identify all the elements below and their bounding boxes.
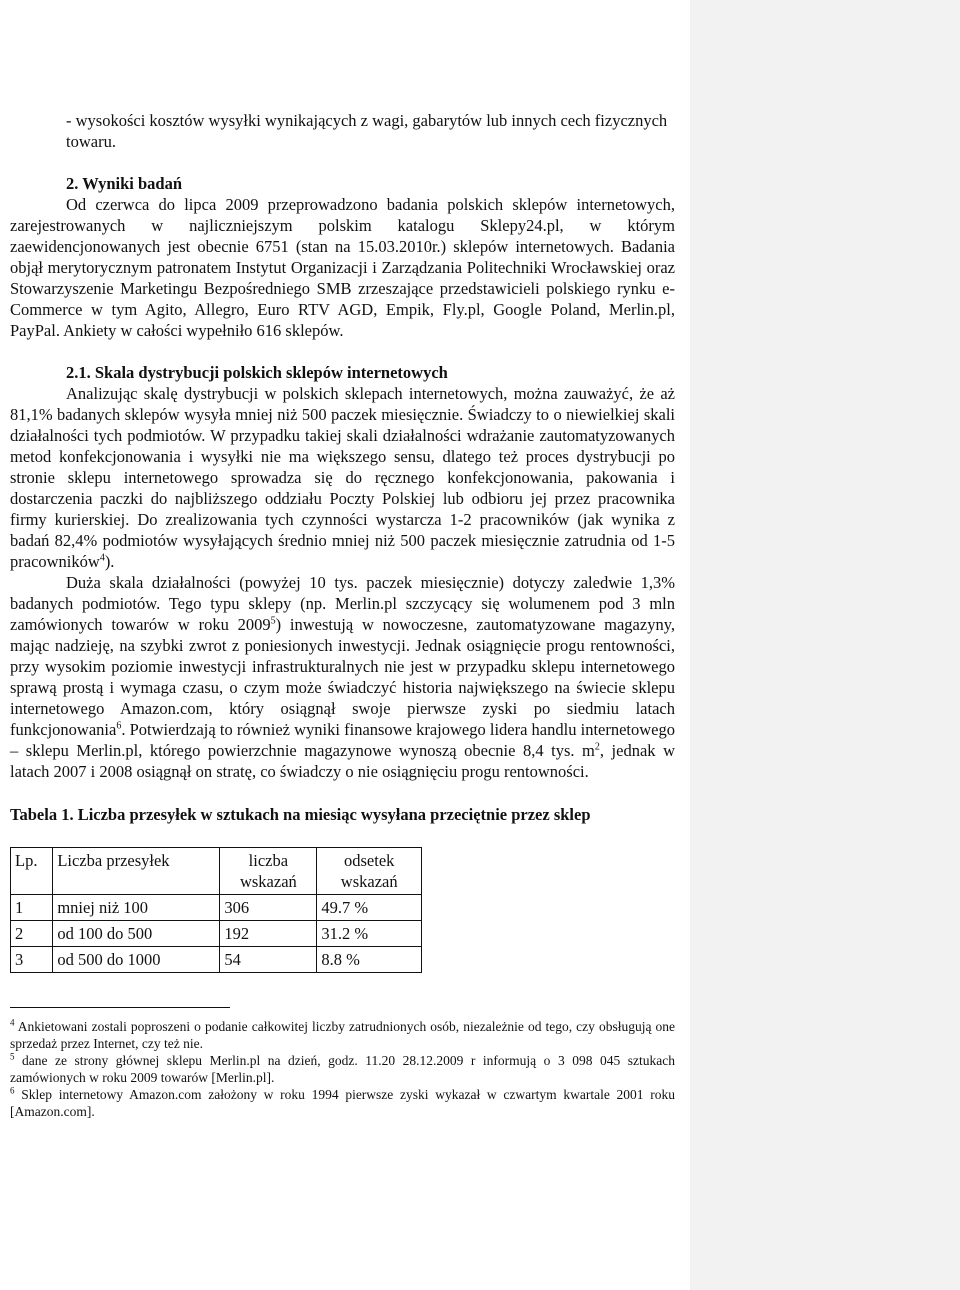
cell-count: 306 (220, 895, 317, 921)
cell-label: mniej niż 100 (53, 895, 220, 921)
cell-percent: 49.7 % (317, 895, 422, 921)
para-2-text-d: , jednak w latach 2007 i 2008 osiągnął on stratę, co świadczy o nie osiągnięciu progu rentowności. (10, 741, 675, 781)
cell-label: od 100 do 500 (53, 921, 220, 947)
table-row (11, 895, 422, 921)
cell-lp: 1 (11, 895, 53, 921)
cell-lp: 2 (11, 921, 53, 947)
cell-percent: 31.2 % (317, 921, 422, 947)
cell-label: od 500 do 1000 (53, 947, 220, 973)
footnote-6 (10, 1086, 675, 1120)
intro-bullet: - wysokości kosztów wysyłki wynikających z wagi, gabarytów lub innych cech fizycznych towaru. (66, 111, 668, 151)
para-2-text-a: Duża skala działalności (powyżej 10 tys. paczek miesięcznie) dotyczy zaledwie 1,3% badanych podmiotów. Tego typu sklepy (np. Merlin.pl szczycący się wolumenem pod 3 mln zamówionych towarów w roku 2009 (10, 573, 675, 634)
footnote-ref-5[interactable]: 5 (270, 615, 276, 627)
header-lp: Lp. (11, 848, 53, 895)
footnote-ref-6[interactable]: 6 (116, 720, 122, 732)
cell-count: 54 (220, 947, 317, 973)
table-row (11, 947, 422, 973)
footnote-separator (10, 1007, 230, 1008)
section-2-heading: 2. Wyniki badań (66, 174, 183, 193)
footnote-text: dane ze strony głównej sklepu Merlin.pl na dzień, godz. 11.20 28.12.2009 r informują o 3 098 045 sztukach zamówionych w roku 2009 towarów [Merlin.pl]. (10, 1053, 675, 1085)
cell-percent: 8.8 % (317, 947, 422, 973)
section-2-text-a: Od czerwca do lipca 2009 przeprowadzono badania polskich sklepów internetowych, zarejestrowanych w najliczniejszym polskim katalogu Sklepy24.pl, w którym zaewidencjonowanych jest obecnie 6751 (stan na 15.03.2010r.) sklepów internetowych. (10, 195, 675, 256)
header-percent: odsetek wskazań (317, 848, 422, 895)
header-shipments: Liczba przesyłek (53, 848, 220, 895)
footnote-text: Sklep internetowy Amazon.com założony w roku 1994 pierwsze zyski wykazał w czwartym kwartale 2001 roku [Amazon.com]. (10, 1087, 675, 1119)
table-caption: Tabela 1. Liczba przesyłek w sztukach na miesiąc wysyłana przeciętnie przez sklep (10, 805, 591, 824)
footnote-ref-4[interactable]: 4 (99, 552, 105, 564)
section-2-1-heading: 2.1. Skala dystrybucji polskich sklepów internetowych (66, 363, 448, 382)
table-row (11, 921, 422, 947)
footnote-number: 6 (10, 1085, 15, 1096)
footnote-number: 4 (10, 1017, 15, 1028)
table-header-row (11, 848, 422, 895)
shipments-table (10, 847, 422, 973)
para-2-text-b: ) inwestują w nowoczesne, zautomatyzowane magazyny, mając nadzieję, na szybki zwrot z poniesionych inwestycji. Jednak osiągnięcie progu rentowności, przy wysokim poziomie inwestycji infrastrukturalnych nie jest w przypadku sklepu internetowego sprawą prostą i wymaga czasu, o czym może świadczyć historia największego na świecie sklepu internetowego Amazon.com, który osiągnął swoje pierwsze zyski po siedmiu latach funkcjonowania (10, 615, 675, 739)
footnote-text: Ankietowani zostali poproszeni o podanie całkowitej liczby zatrudnionych osób, niezależnie od tego, czy obsługują one sprzedaż przez Internet, czy też nie. (10, 1019, 675, 1051)
section-2-paragraph (10, 194, 675, 341)
footnote-number: 5 (10, 1051, 15, 1062)
cell-lp: 3 (11, 947, 53, 973)
footnote-4 (10, 1018, 675, 1052)
cell-count: 192 (220, 921, 317, 947)
document-page (10, 110, 675, 1120)
comment-margin-panel (690, 0, 960, 1290)
footnote-5 (10, 1052, 675, 1086)
header-count: liczba wskazań (220, 848, 317, 895)
section-2-1-paragraph-1 (10, 383, 675, 572)
section-2-1-paragraph-2 (10, 572, 675, 782)
para-1-text-a: Analizując skalę dystrybucji w polskich sklepach internetowych, można zauważyć, że aż 81,1% badanych sklepów wysyła mniej niż 500 paczek miesięcznie. Świadczy to o niewielkiej skali działalności tych podmiotów. W przypadku takiej skali działalności wdrażanie zautomatyzowanych metod konfekcjonowania i wysyłki nie ma większego sensu, dlatego też proces dystrybucji po stronie sklepu internetowego sprowadza się do ręcznego konfekcjonowania, pakowania i dostarczenia paczki do najbliższego oddziału Poczty Polskiej lub odbioru jej przez pracownika firmy kurierskiej. Do zrealizowania tych czynności wystarcza 1-2 pracowników (jak wynika z badań 82,4% podmiotów wysyłających średnio mniej niż 500 paczek miesięcznie zatrudnia od 1-5 pracowników (10, 384, 675, 571)
superscript-2: 2 (594, 741, 600, 753)
section-2-text-b: Badania objął merytorycznym patronatem Instytut Organizacji i Zarządzania Politechniki Wrocławskiej oraz Stowarzyszenie Marketingu Bezpośredniego SMB zrzeszające przedstawicieli polskiego rynku e-Commerce w tym Agito, Allegro, Euro RTV AGD, Empik, Fly.pl, Google Poland, Merlin.pl, PayPal. Ankiety w całości wypełniło 616 sklepów. (10, 237, 675, 340)
para-2-text-c: . Potwierdzają to również wyniki finansowe krajowego lidera handlu internetowego – sklepu Merlin.pl, którego powierzchnie magazynowe wynoszą obecnie 8,4 tys. m (10, 720, 675, 760)
para-1-text-b: ). (104, 552, 115, 571)
